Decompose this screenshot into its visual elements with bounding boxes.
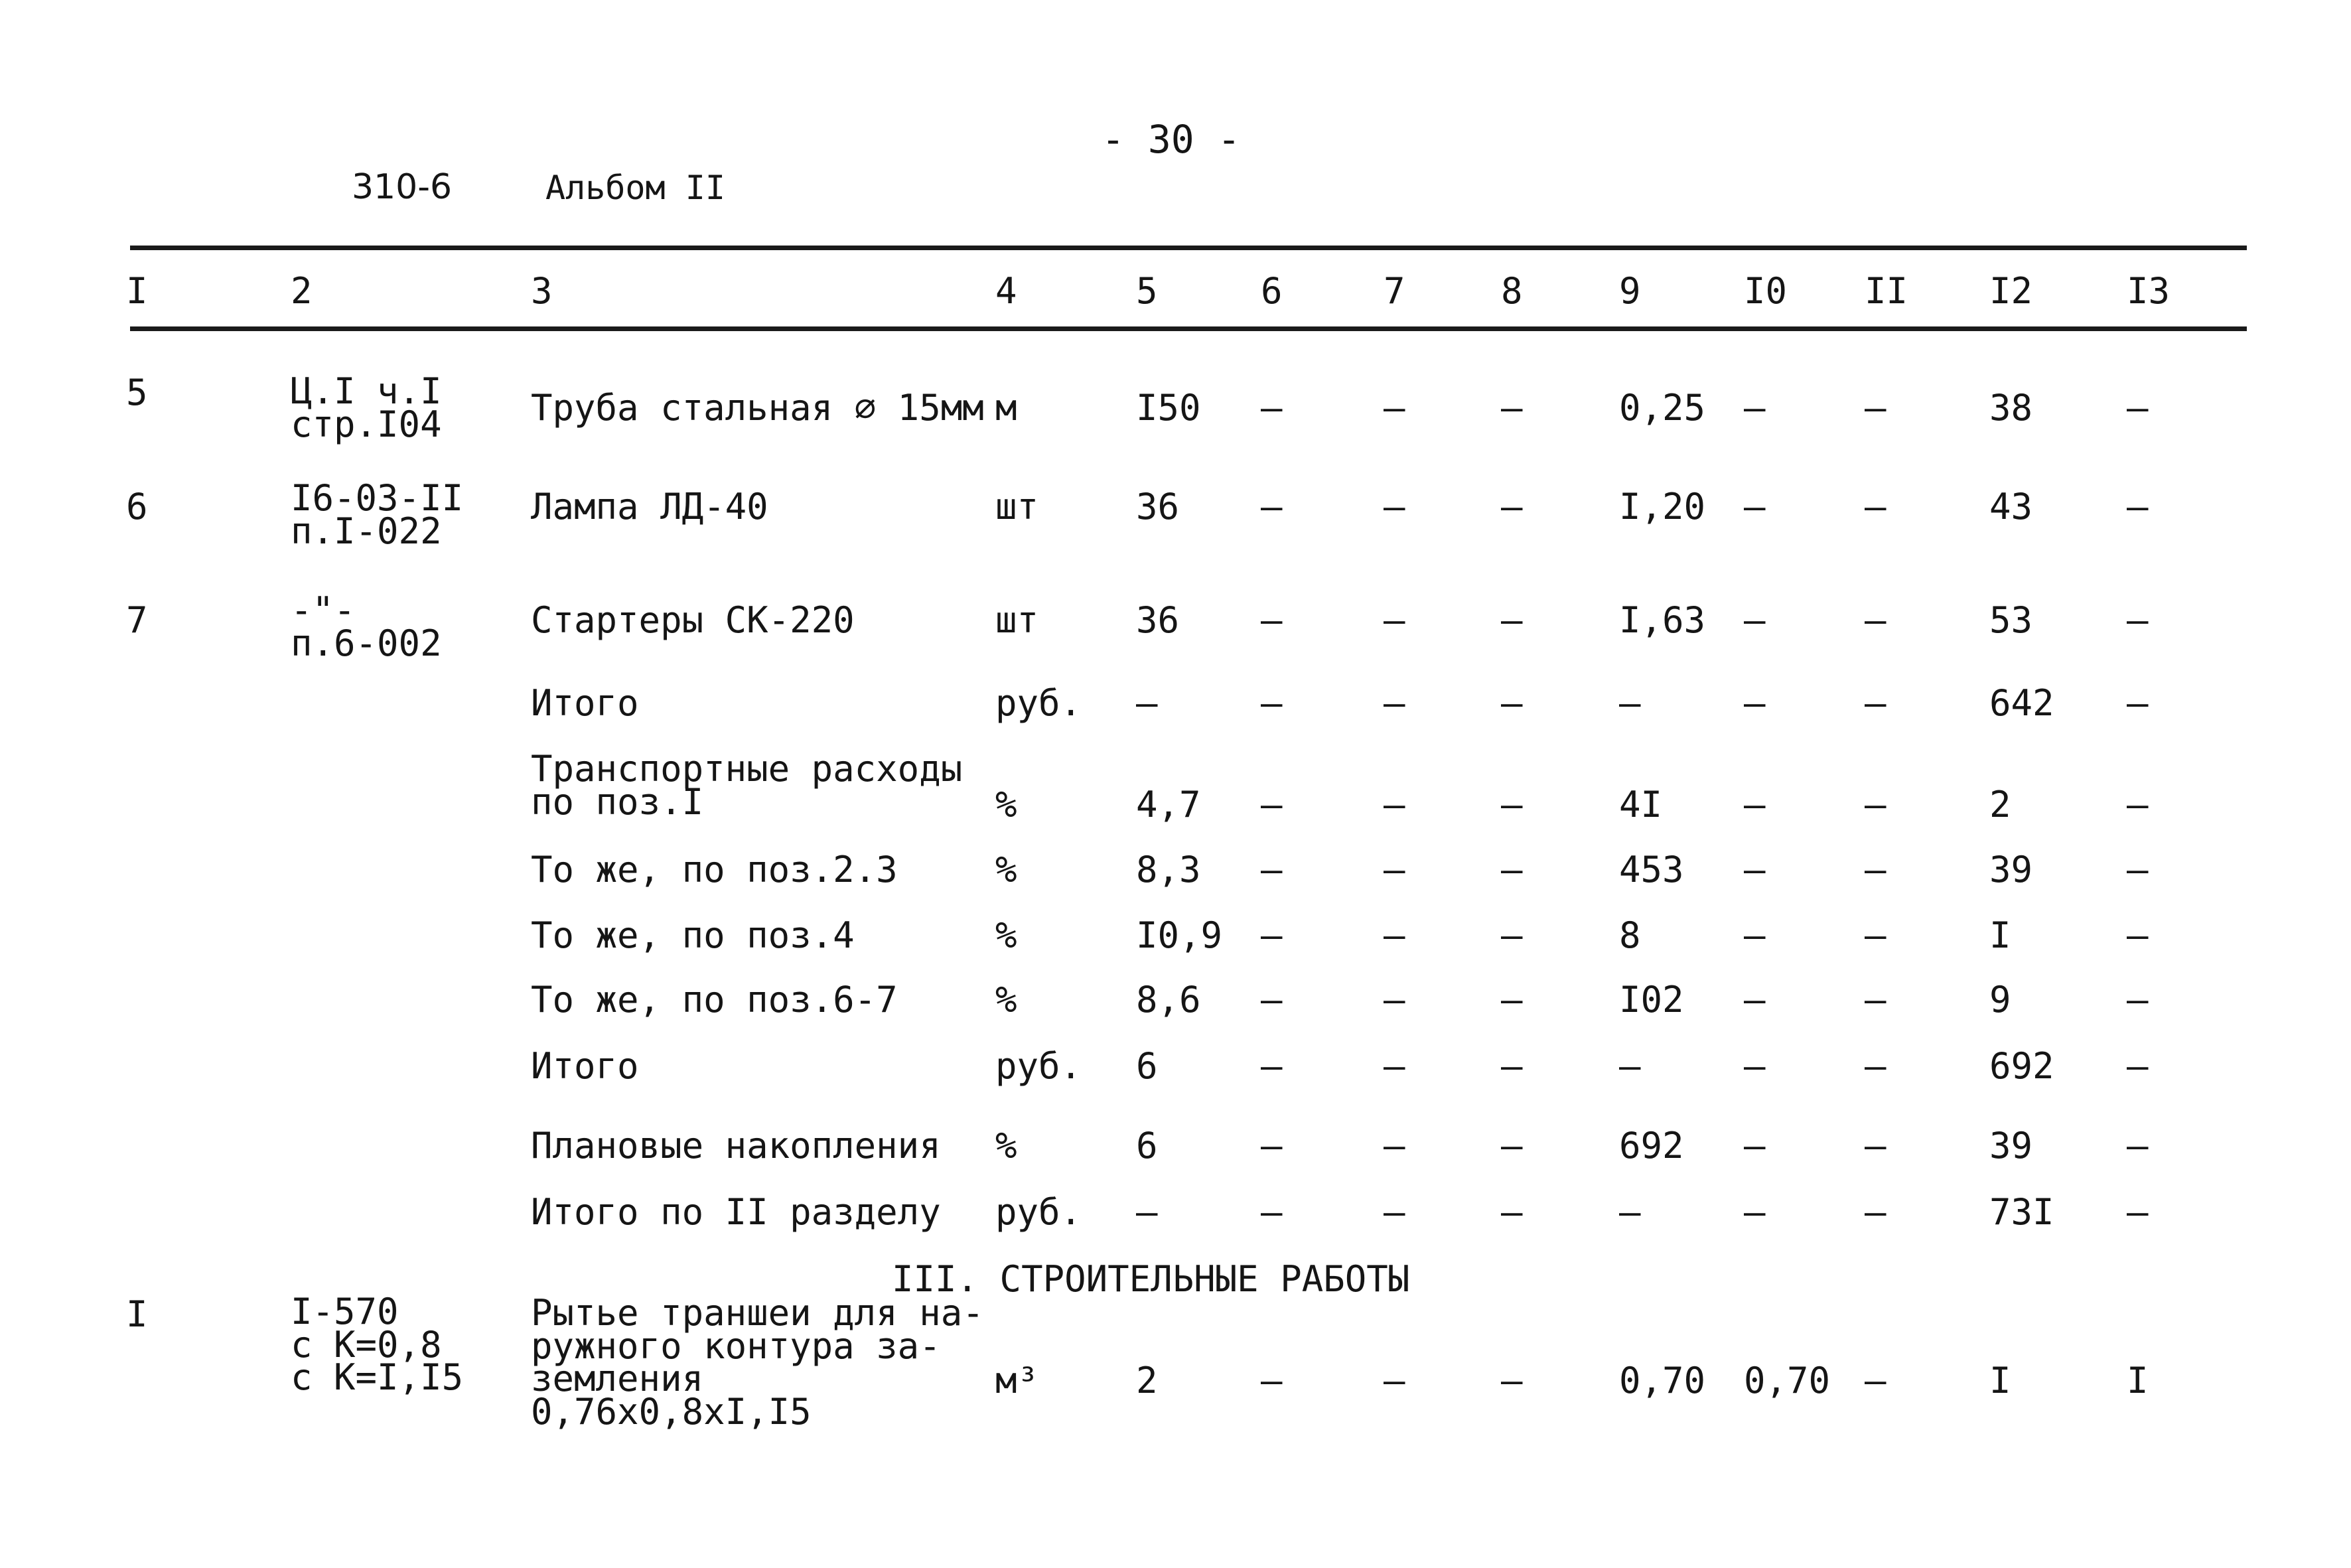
cell-col-1: 7 (126, 599, 148, 641)
cell-col-4: % (995, 849, 1017, 891)
cell-col-13: – (2127, 914, 2149, 956)
cell-col-4: м³ (995, 1360, 1039, 1401)
cell-col-3: Итого (531, 682, 639, 724)
cell-col-10: – (1744, 849, 1766, 891)
column-header: I3 (2127, 270, 2171, 312)
cell-col-6: – (1261, 486, 1283, 528)
cell-col-13: – (2127, 849, 2149, 891)
cell-col-6: – (1261, 1125, 1283, 1167)
cell-col-7: – (1384, 914, 1405, 956)
cell-col-11: – (1865, 1360, 1887, 1401)
cell-col-7: – (1384, 599, 1405, 641)
column-header: 9 (1619, 270, 1641, 312)
cell-col-12: I (1989, 1360, 2011, 1401)
cell-col-6: – (1261, 979, 1283, 1021)
cell-col-3: Итого (531, 1045, 639, 1087)
cell-col-10: – (1744, 914, 1766, 956)
cell-col-6: – (1261, 849, 1283, 891)
cell-col-3: То же, по поз.4 (531, 914, 855, 956)
cell-col-13: I (2127, 1360, 2149, 1401)
document-code: 310-6 (352, 167, 453, 207)
cell-col-4: % (995, 1125, 1017, 1167)
cell-col-8: – (1501, 486, 1523, 528)
cell-col-8: – (1501, 1045, 1523, 1087)
cell-col-11: – (1865, 486, 1887, 528)
cell-col-9: 692 (1619, 1125, 1684, 1167)
column-header: II (1865, 270, 1908, 312)
cell-col-7: – (1384, 387, 1405, 429)
cell-col-8: – (1501, 849, 1523, 891)
column-header: I0 (1744, 270, 1788, 312)
cell-col-11: – (1865, 849, 1887, 891)
cell-col-10: – (1744, 979, 1766, 1021)
cell-col-5: 6 (1136, 1125, 1158, 1167)
cell-col-2: I-570 с К=0,8 с К=I,I5 (291, 1291, 464, 1399)
cell-col-5: 36 (1136, 486, 1180, 528)
cell-col-9: – (1619, 1191, 1641, 1233)
cell-col-6: – (1261, 599, 1283, 641)
cell-col-1: 6 (126, 486, 148, 528)
cell-col-9: 0,25 (1619, 387, 1706, 429)
cell-col-3: Плановые накопления (531, 1125, 941, 1167)
cell-col-6: – (1261, 1360, 1283, 1401)
cell-col-7: – (1384, 1360, 1405, 1401)
cell-col-3: То же, по поз.6-7 (531, 979, 898, 1021)
cell-col-13: – (2127, 1191, 2149, 1233)
cell-col-13: – (2127, 682, 2149, 724)
cell-col-6: – (1261, 1191, 1283, 1233)
cell-col-12: 2 (1989, 784, 2011, 825)
cell-col-13: – (2127, 387, 2149, 429)
cell-col-13: – (2127, 784, 2149, 825)
cell-col-11: – (1865, 387, 1887, 429)
cell-col-8: – (1501, 1125, 1523, 1167)
cell-col-12: 9 (1989, 979, 2011, 1021)
cell-col-13: – (2127, 1125, 2149, 1167)
cell-col-8: – (1501, 784, 1523, 825)
column-header: 8 (1501, 270, 1523, 312)
cell-col-10: – (1744, 599, 1766, 641)
cell-col-9: 8 (1619, 914, 1641, 956)
cell-col-6: – (1261, 682, 1283, 724)
cell-col-10: – (1744, 682, 1766, 724)
column-header: 3 (531, 270, 553, 312)
cell-col-5: 2 (1136, 1360, 1158, 1401)
cell-col-3: Лампа ЛД-40 (531, 486, 768, 528)
cell-col-8: – (1501, 1191, 1523, 1233)
cell-col-13: – (2127, 486, 2149, 528)
column-header: 7 (1384, 270, 1405, 312)
cell-col-3: Рытье траншеи для на- ружного контура за- земления 0,76х0,8хI,I5 (531, 1292, 984, 1433)
column-header: I2 (1989, 270, 2033, 312)
cell-col-10: – (1744, 486, 1766, 528)
cell-col-9: – (1619, 682, 1641, 724)
cell-col-12: 53 (1989, 599, 2033, 641)
table-header-rule (130, 326, 2247, 331)
cell-col-8: – (1501, 387, 1523, 429)
cell-col-5: 36 (1136, 599, 1180, 641)
cell-col-3: Стартеры СК-220 (531, 599, 855, 641)
cell-col-3: Итого по II разделу (531, 1191, 941, 1233)
album-label: Альбом II (545, 169, 725, 207)
cell-col-4: руб. (995, 1045, 1082, 1087)
cell-col-4: м (995, 387, 1017, 429)
cell-col-11: – (1865, 1125, 1887, 1167)
cell-col-1: I (126, 1293, 148, 1335)
cell-col-7: – (1384, 1045, 1405, 1087)
cell-col-10: – (1744, 1045, 1766, 1087)
cell-col-2: Ц.I ч.I стр.I04 (291, 370, 442, 445)
cell-col-9: I,63 (1619, 599, 1706, 641)
cell-col-6: – (1261, 914, 1283, 956)
cell-col-13: – (2127, 979, 2149, 1021)
cell-col-9: 0,70 (1619, 1360, 1706, 1401)
cell-col-7: – (1384, 784, 1405, 825)
cell-col-7: – (1384, 1125, 1405, 1167)
cell-col-4: руб. (995, 1191, 1082, 1233)
column-header: 6 (1261, 270, 1283, 312)
cell-col-9: 4I (1619, 784, 1663, 825)
cell-col-13: – (2127, 1045, 2149, 1087)
cell-col-12: 38 (1989, 387, 2033, 429)
column-header: 4 (995, 270, 1017, 312)
cell-col-12: I (1989, 914, 2011, 956)
cell-col-7: – (1384, 1191, 1405, 1233)
cell-col-7: – (1384, 849, 1405, 891)
cell-col-13: – (2127, 599, 2149, 641)
cell-col-10: – (1744, 387, 1766, 429)
column-header: I (126, 270, 148, 312)
cell-col-10: – (1744, 1125, 1766, 1167)
cell-col-3: То же, по поз.2.3 (531, 849, 898, 891)
cell-col-7: – (1384, 486, 1405, 528)
cell-col-3: Труба стальная ∅ 15мм (531, 387, 984, 429)
cell-col-12: 39 (1989, 1125, 2033, 1167)
cell-col-12: 692 (1989, 1045, 2054, 1087)
cell-col-4: руб. (995, 682, 1082, 724)
cell-col-9: – (1619, 1045, 1641, 1087)
cell-col-9: 453 (1619, 849, 1684, 891)
column-header: 5 (1136, 270, 1158, 312)
cell-col-8: – (1501, 682, 1523, 724)
cell-col-9: I,20 (1619, 486, 1706, 528)
cell-col-8: – (1501, 599, 1523, 641)
cell-col-11: – (1865, 784, 1887, 825)
cell-col-11: – (1865, 914, 1887, 956)
cell-col-5: – (1136, 1191, 1158, 1233)
cell-col-12: 73I (1989, 1191, 2054, 1233)
cell-col-10: – (1744, 1191, 1766, 1233)
cell-col-5: I50 (1136, 387, 1201, 429)
cell-col-12: 642 (1989, 682, 2054, 724)
cell-col-4: шт (995, 599, 1039, 641)
cell-col-8: – (1501, 914, 1523, 956)
cell-col-5: 8,6 (1136, 979, 1201, 1021)
cell-col-10: 0,70 (1744, 1360, 1831, 1401)
cell-col-5: 4,7 (1136, 784, 1201, 825)
cell-col-6: – (1261, 784, 1283, 825)
cell-col-11: – (1865, 682, 1887, 724)
cell-col-7: – (1384, 682, 1405, 724)
cell-col-4: % (995, 914, 1017, 956)
cell-col-8: – (1501, 1360, 1523, 1401)
page-number: - 30 - (1102, 117, 1241, 162)
cell-col-4: % (995, 979, 1017, 1021)
cell-col-1: 5 (126, 372, 148, 413)
cell-col-9: I02 (1619, 979, 1684, 1021)
table-top-rule (130, 246, 2247, 250)
cell-col-11: – (1865, 1191, 1887, 1233)
cell-col-2: -"- п.6-002 (291, 589, 442, 664)
cell-col-6: – (1261, 387, 1283, 429)
cell-col-12: 39 (1989, 849, 2033, 891)
section-title: III. СТРОИТЕЛЬНЫЕ РАБОТЫ (892, 1258, 1410, 1300)
cell-col-12: 43 (1989, 486, 2033, 528)
cell-col-3: Транспортные расходы по поз.I (531, 748, 963, 823)
cell-col-2: I6-03-II п.I-022 (291, 477, 464, 552)
cell-col-8: – (1501, 979, 1523, 1021)
cell-col-4: % (995, 784, 1017, 825)
cell-col-11: – (1865, 1045, 1887, 1087)
cell-col-5: 8,3 (1136, 849, 1201, 891)
column-header: 2 (291, 270, 313, 312)
cell-col-5: – (1136, 682, 1158, 724)
cell-col-7: – (1384, 979, 1405, 1021)
cell-col-6: – (1261, 1045, 1283, 1087)
cell-col-11: – (1865, 979, 1887, 1021)
cell-col-5: 6 (1136, 1045, 1158, 1087)
cell-col-4: шт (995, 486, 1039, 528)
cell-col-10: – (1744, 784, 1766, 825)
cell-col-11: – (1865, 599, 1887, 641)
cell-col-5: I0,9 (1136, 914, 1223, 956)
